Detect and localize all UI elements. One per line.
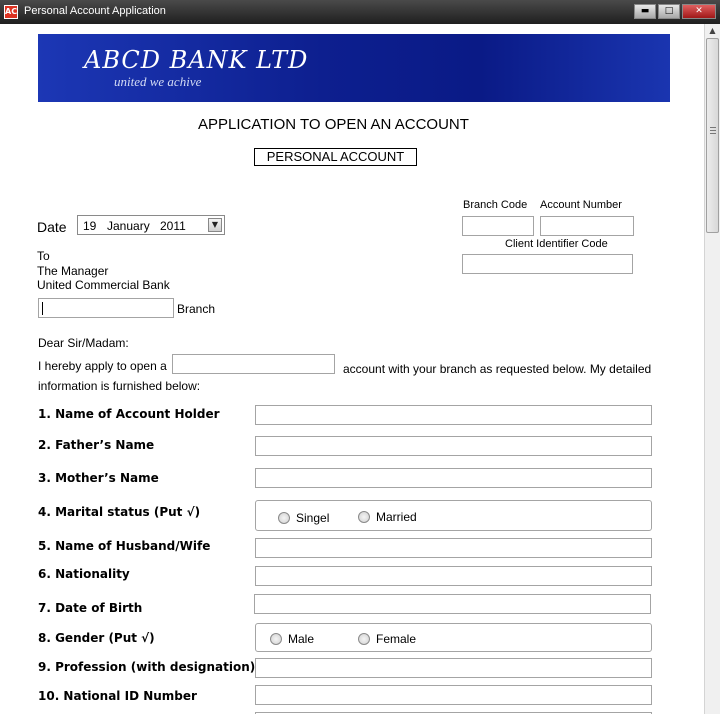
father-name-label: 2. Father’s Name bbox=[38, 438, 155, 452]
date-year: 2011 bbox=[160, 219, 186, 233]
spouse-name-input[interactable] bbox=[255, 538, 652, 558]
radio-female-label: Female bbox=[376, 632, 417, 646]
national-id-label: 10. National ID Number bbox=[38, 689, 197, 703]
account-type-input[interactable] bbox=[172, 354, 335, 374]
client-id-input[interactable] bbox=[462, 254, 633, 274]
name-input[interactable] bbox=[255, 405, 652, 425]
vertical-scrollbar[interactable] bbox=[704, 24, 720, 714]
marital-status-group bbox=[255, 500, 652, 531]
nationality-input[interactable] bbox=[255, 566, 652, 586]
branch-input[interactable] bbox=[38, 298, 174, 318]
apply-line2: information is furnished below: bbox=[38, 379, 201, 393]
mother-name-label: 3. Mother’s Name bbox=[38, 471, 159, 485]
date-label: Date bbox=[37, 219, 67, 235]
scroll-up-icon[interactable]: ▲ bbox=[709, 26, 716, 35]
branch-code-label: Branch Code bbox=[463, 199, 528, 211]
title-bar[interactable] bbox=[0, 0, 720, 25]
name-label: 1. Name of Account Holder bbox=[38, 407, 220, 421]
salutation: Dear Sir/Madam: bbox=[38, 336, 129, 350]
client-id-label: Client Identifier Code bbox=[505, 238, 608, 250]
branch-label: Branch bbox=[177, 302, 216, 316]
father-name-input[interactable] bbox=[255, 436, 652, 456]
form-content bbox=[0, 24, 704, 714]
radio-married-label: Married bbox=[376, 510, 417, 524]
account-number-label: Account Number bbox=[540, 199, 622, 211]
radio-female[interactable] bbox=[358, 633, 370, 645]
marital-status-label: 4. Marital status (Put √) bbox=[38, 505, 201, 519]
form-subheading: PERSONAL ACCOUNT bbox=[254, 148, 417, 166]
radio-married[interactable] bbox=[358, 511, 370, 523]
close-icon[interactable]: ✕ bbox=[682, 4, 716, 19]
minimize-icon[interactable]: ▬ bbox=[634, 4, 656, 19]
radio-male[interactable] bbox=[270, 633, 282, 645]
text-cursor bbox=[42, 302, 43, 315]
radio-single-label: Singel bbox=[296, 511, 330, 525]
to-label: To bbox=[37, 249, 50, 263]
branch-code-input[interactable] bbox=[462, 216, 534, 236]
mother-name-input[interactable] bbox=[255, 468, 652, 488]
app-icon: AC bbox=[4, 5, 18, 19]
spouse-name-label: 5. Name of Husband/Wife bbox=[38, 539, 211, 553]
window-title: Personal Account Application bbox=[24, 5, 166, 17]
bank-address: United Commercial Bank bbox=[37, 278, 170, 292]
apply-suffix: account with your branch as requested below. My detailed bbox=[343, 362, 652, 376]
bank-name: ABCD BANK LTD bbox=[84, 46, 309, 74]
profession-input[interactable] bbox=[255, 658, 652, 678]
radio-single[interactable] bbox=[278, 512, 290, 524]
form-heading: APPLICATION TO OPEN AN ACCOUNT bbox=[198, 116, 469, 133]
grip-line bbox=[710, 133, 716, 134]
grip-line bbox=[710, 130, 716, 131]
grip-line bbox=[710, 127, 716, 128]
bank-tagline: united we achive bbox=[114, 74, 202, 89]
nationality-label: 6. Nationality bbox=[38, 567, 130, 581]
date-picker[interactable] bbox=[77, 215, 225, 235]
dob-label: 7. Date of Birth bbox=[38, 601, 143, 615]
date-day: 19 bbox=[83, 219, 97, 233]
account-number-input[interactable] bbox=[540, 216, 634, 236]
maximize-icon[interactable]: □ bbox=[658, 4, 680, 19]
scroll-thumb[interactable] bbox=[706, 38, 719, 233]
radio-male-label: Male bbox=[288, 632, 315, 646]
bank-banner bbox=[38, 34, 670, 102]
manager-label: The Manager bbox=[37, 264, 109, 278]
dropdown-icon[interactable]: ▼ bbox=[208, 218, 222, 232]
dob-input[interactable] bbox=[254, 594, 651, 614]
gender-label: 8. Gender (Put √) bbox=[38, 631, 155, 645]
date-month: January bbox=[107, 219, 150, 233]
gender-group bbox=[255, 623, 652, 652]
apply-prefix: I hereby apply to open a bbox=[38, 359, 167, 373]
profession-label: 9. Profession (with designation) bbox=[38, 660, 256, 674]
national-id-input[interactable] bbox=[255, 685, 652, 705]
